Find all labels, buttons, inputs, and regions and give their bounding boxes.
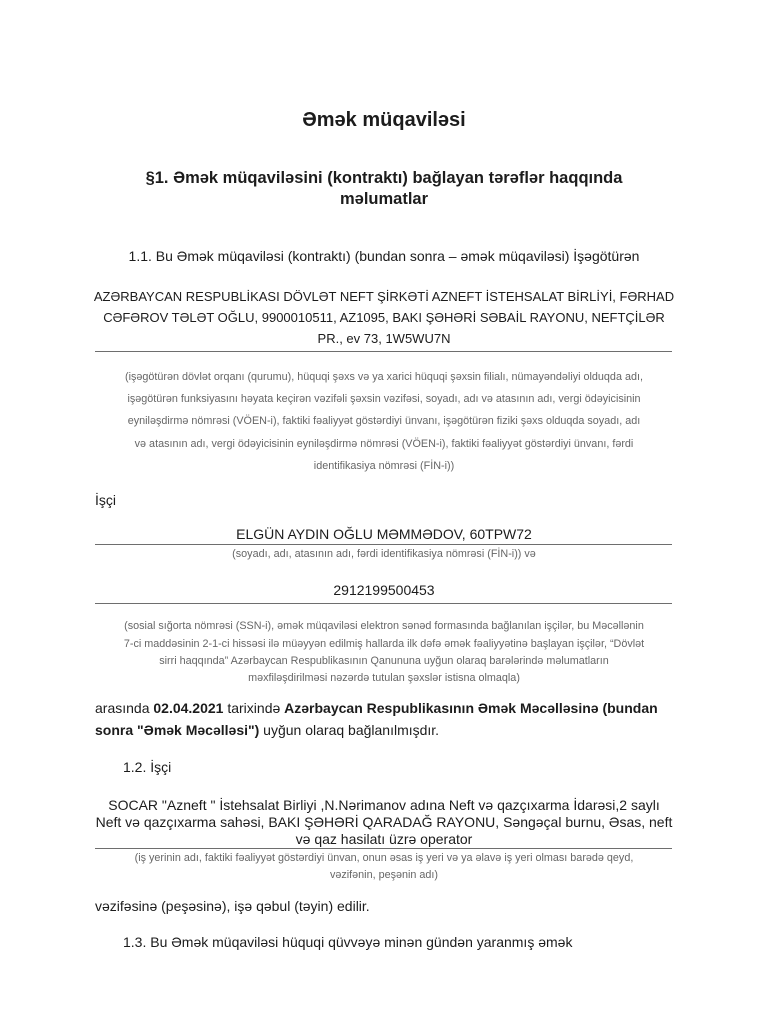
concluded-line bbox=[95, 699, 658, 717]
labor-code-reference: Azərbaycan Respublikasının Əmək Məcəlləsinə (bundan bbox=[284, 700, 658, 716]
document-title: Əmək müqaviləsi bbox=[302, 109, 466, 131]
field-note-line: 7-ci maddəsinin 2-1-ci hissəsi ilə müəyyən edilmiş hallarda ilk dəfə əmək fəaliyyətinə başlayan işçilər, “Dövlət bbox=[123, 638, 645, 650]
field-note-line: eyniləşdirmə nömrəsi (VÖEN-i), faktiki fəaliyyət göstərdiyi ünvanı, işəgötürən fiziki şəxs olduqda soyadı, adı bbox=[127, 415, 641, 427]
field-note-line: məxfiləşdirilməsi nəzərdə tutulan şəxslər istisna olmaqla) bbox=[248, 672, 520, 684]
employee-name-underline-rule bbox=[95, 544, 672, 545]
concluded-line bbox=[95, 721, 439, 739]
position-text: vəzifəsinə (peşəsinə), işə qəbul (təyin) edilir. bbox=[95, 898, 370, 914]
employer-line: CƏFƏROV TƏLƏT OĞLU, 9900010511, AZ1095, BAKI ŞƏHƏRİ SƏBAİL RAYONU, NEFTÇİLƏR bbox=[103, 310, 665, 325]
workplace-underline-rule bbox=[95, 848, 672, 849]
section-heading-line: məlumatlar bbox=[339, 190, 429, 208]
clause-1-1-intro: 1.1. Bu Əmək müqaviləsi (kontraktı) (bundan sonra – əmək müqaviləsi) İşəgötürən bbox=[128, 248, 640, 264]
field-note-line: vəzifənin, peşənin adı) bbox=[329, 869, 439, 881]
labor-code-reference: sonra "Əmək Məcəlləsi") bbox=[95, 722, 260, 738]
employee-name-field-note: (soyadı, adı, atasının adı, fərdi identifikasiya nömrəsi (FİN-i)) və bbox=[232, 548, 536, 560]
field-note-line: və atasının adı, vergi ödəyicisinin eyniləşdirmə nömrəsi (VÖEN-i), faktiki fəaliyyət göstərdiyi ünvanı, fərdi bbox=[134, 438, 634, 450]
ssn-value: 2912199500453 bbox=[333, 582, 435, 598]
field-note-line: işəgötürən funksiyasını həyata keçirən vəzifəli şəxsin vəzifəsi, soyadı, adı və atasının adı, vergi ödəyicisinin bbox=[127, 393, 641, 405]
concluded-suffix: uyğun olaraq bağlanılmışdır. bbox=[259, 722, 440, 738]
employee-label: İşçi bbox=[95, 492, 116, 508]
employer-line: PR., ev 73, 1W5WU7N bbox=[317, 331, 451, 346]
clause-1-2-intro: 1.2. İşçi bbox=[123, 759, 172, 775]
section-heading-line: §1. Əmək müqaviləsini (kontraktı) bağlayan tərəflər haqqında bbox=[145, 169, 623, 187]
workplace-line: SOCAR "Azneft " İstehsalat Birliyi ,N.Nərimanov adına Neft və qazçıxarma İdarəsi,2 saylı bbox=[108, 797, 660, 813]
field-note-line: (sosial sığorta nömrəsi (SSN-i), əmək müqaviləsi elektron sənəd formasında bağlanılan işçilər, bu Məcəllənin bbox=[124, 620, 644, 632]
ssn-underline-rule bbox=[95, 603, 672, 604]
workplace-line: və qaz hasilatı üzrə operator bbox=[295, 831, 473, 847]
field-note-line: (iş yerinin adı, faktiki fəaliyyət göstərdiyi ünvan, onun əsas iş yeri və ya əlavə iş yeri olması barədə qeyd, bbox=[134, 852, 634, 864]
employer-underline-rule bbox=[95, 351, 672, 352]
contract-date: 02.04.2021 bbox=[153, 700, 224, 716]
field-note-line: (işəgötürən dövlət orqanı (qurumu), hüquqi şəxs və ya xarici hüquqi şəxsin filialı, nümayəndəliyi olduqda adı, bbox=[125, 371, 643, 383]
clause-1-3-text: 1.3. Bu Əmək müqaviləsi hüquqi qüvvəyə minən gündən yaranmış əmək bbox=[123, 934, 573, 950]
concluded-prefix: arasında bbox=[95, 700, 154, 716]
employer-line: AZƏRBAYCAN RESPUBLİKASI DÖVLƏT NEFT ŞİRKƏTİ AZNEFT İSTEHSALAT BİRLİYİ, FƏRHAD bbox=[93, 289, 675, 304]
workplace-line: Neft və qazçıxarma sahəsi, BAKI ŞƏHƏRİ QARADAĞ RAYONU, Səngəçal burnu, Əsas, neft bbox=[95, 814, 673, 830]
field-note-line: identifikasiya nömrəsi (FİN-i)) bbox=[313, 460, 455, 472]
employee-name: ELGÜN AYDIN OĞLU MƏMMƏDOV, 60TPW72 bbox=[236, 526, 532, 542]
field-note-line: sirri haqqında” Azərbaycan Respublikasının Qanununa uyğun olaraq barələrində məlumatların bbox=[159, 655, 609, 667]
concluded-middle: tarixində bbox=[223, 700, 285, 716]
